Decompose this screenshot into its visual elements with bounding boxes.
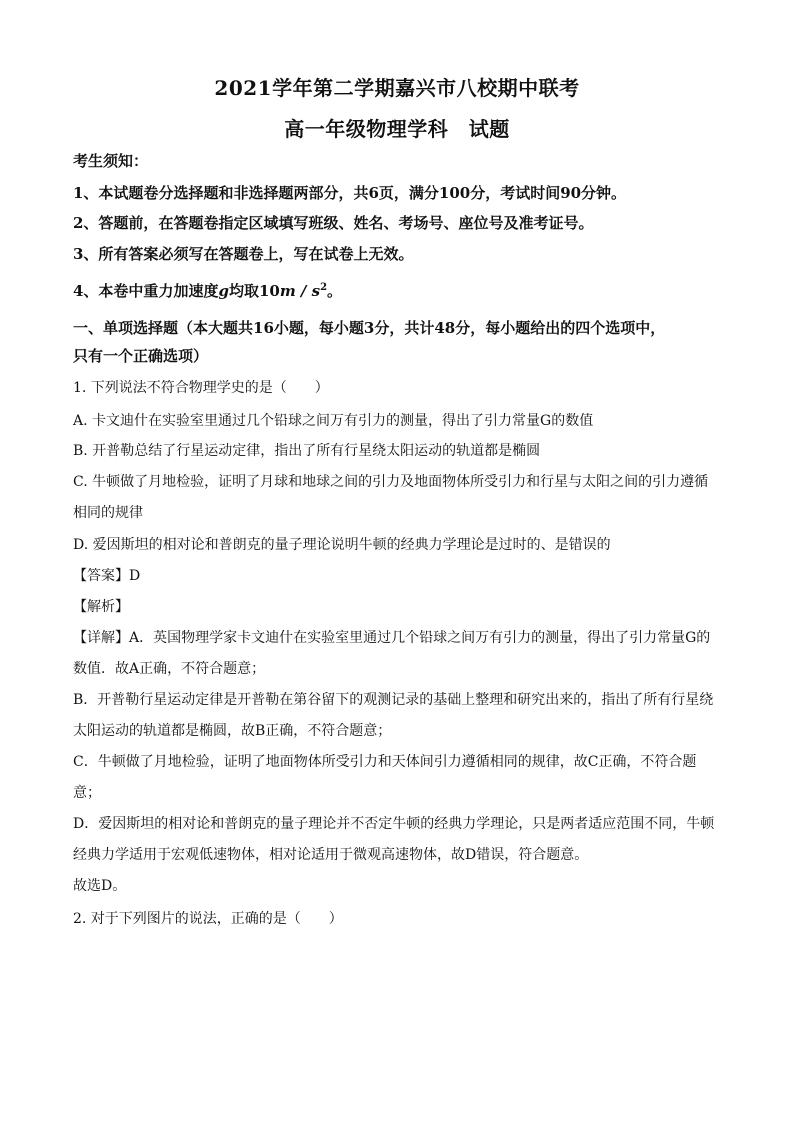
section-heading-line-2: 只有一个正确选项） bbox=[73, 347, 209, 365]
question-1-answer: 【答案】D bbox=[73, 568, 141, 584]
question-1-option-d: D. 爱因斯坦的相对论和普朗克的量子理论说明牛顿的经典力学理论是过时的、是错误的 bbox=[73, 537, 611, 553]
question-1-option-c-line-1: C. 牛顿做了月地检验，证明了月球和地球之间的引力及地面物体所受引力和行星与太阳之间的引力遵循 bbox=[73, 474, 709, 490]
question-1-option-a: A. 卡文迪什在实验室里通过几个铅球之间万有引力的测量，得出了引力常量G的数值 bbox=[73, 413, 594, 429]
question-1-final-choice: 故选D。 bbox=[73, 878, 127, 894]
notice-item-4-end: 。 bbox=[327, 282, 343, 300]
notice-item-4 bbox=[73, 281, 725, 301]
question-1-explanation-line-2: 数值．故A正确，不符合题意； bbox=[73, 661, 266, 677]
question-1-explanation-line-4: 太阳运动的轨道都是椭圆，故B正确，不符合题意； bbox=[73, 723, 392, 739]
notice-item-3: 3、所有答案必须写在答题卷上，写在试卷上无效。 bbox=[73, 245, 414, 263]
question-1-analysis-heading: 【解析】 bbox=[73, 599, 129, 615]
notice-item-1: 1、本试题卷分选择题和非选择题两部分，共6页，满分100分，考试时间90分钟。 bbox=[73, 184, 627, 202]
question-1-explanation-line-5: C．牛顿做了月地检验，证明了地面物体所受引力和天体间引力遵循相同的规律，故C正确，不符合题 bbox=[73, 754, 697, 770]
question-1-explanation-line-6: 意； bbox=[73, 785, 101, 801]
question-1-stem: 1. 下列说法不符合物理学史的是（ ） bbox=[73, 380, 329, 396]
unit-exponent: 2 bbox=[320, 282, 328, 293]
exam-title: 2021学年第二学期嘉兴市八校期中联考 bbox=[214, 76, 580, 100]
section-heading-line-1: 一、单项选择题（本大题共16小题，每小题3分，共计48分，每小题给出的四个选项中， bbox=[73, 319, 666, 337]
notice-item-4-prefix: 4、本卷中重力加速度 bbox=[73, 282, 219, 300]
question-2-stem: 2. 对于下列图片的说法，正确的是（ ） bbox=[73, 911, 343, 927]
notice-item-4-value: 均取10 bbox=[228, 282, 280, 300]
question-1-explanation-line-8: 经典力学适用于宏观低速物体，相对论适用于微观高速物体，故D错误，符合题意。 bbox=[73, 847, 589, 863]
question-1-option-c-line-2: 相同的规律 bbox=[73, 505, 143, 521]
question-1-option-b: B. 开普勒总结了行星运动定律，指出了所有行星绕太阳运动的轨道都是椭圆 bbox=[73, 443, 541, 459]
question-1-explanation-line-7: D．爱因斯坦的相对论和普朗克的量子理论并不否定牛顿的经典力学理论，只是两者适应范围不同，牛顿 bbox=[73, 816, 715, 832]
acceleration-unit: m / s bbox=[279, 282, 321, 300]
gravity-symbol: g bbox=[218, 282, 229, 300]
notice-heading: 考生须知： bbox=[73, 152, 149, 170]
question-1-explanation-line-3: B．开普勒行星运动定律是开普勒在第谷留下的观测记录的基础上整理和研究出来的，指出了所有行星绕 bbox=[73, 692, 714, 708]
exam-subtitle: 高一年级物理学科 试题 bbox=[284, 117, 510, 141]
notice-item-2: 2、答题前，在答题卷指定区域填写班级、姓名、考场号、座位号及准考证号。 bbox=[73, 214, 594, 232]
question-1-explanation-line-1: 【详解】A．英国物理学家卡文迪什在实验室里通过几个铅球之间万有引力的测量，得出了引力常量G的 bbox=[73, 630, 711, 646]
